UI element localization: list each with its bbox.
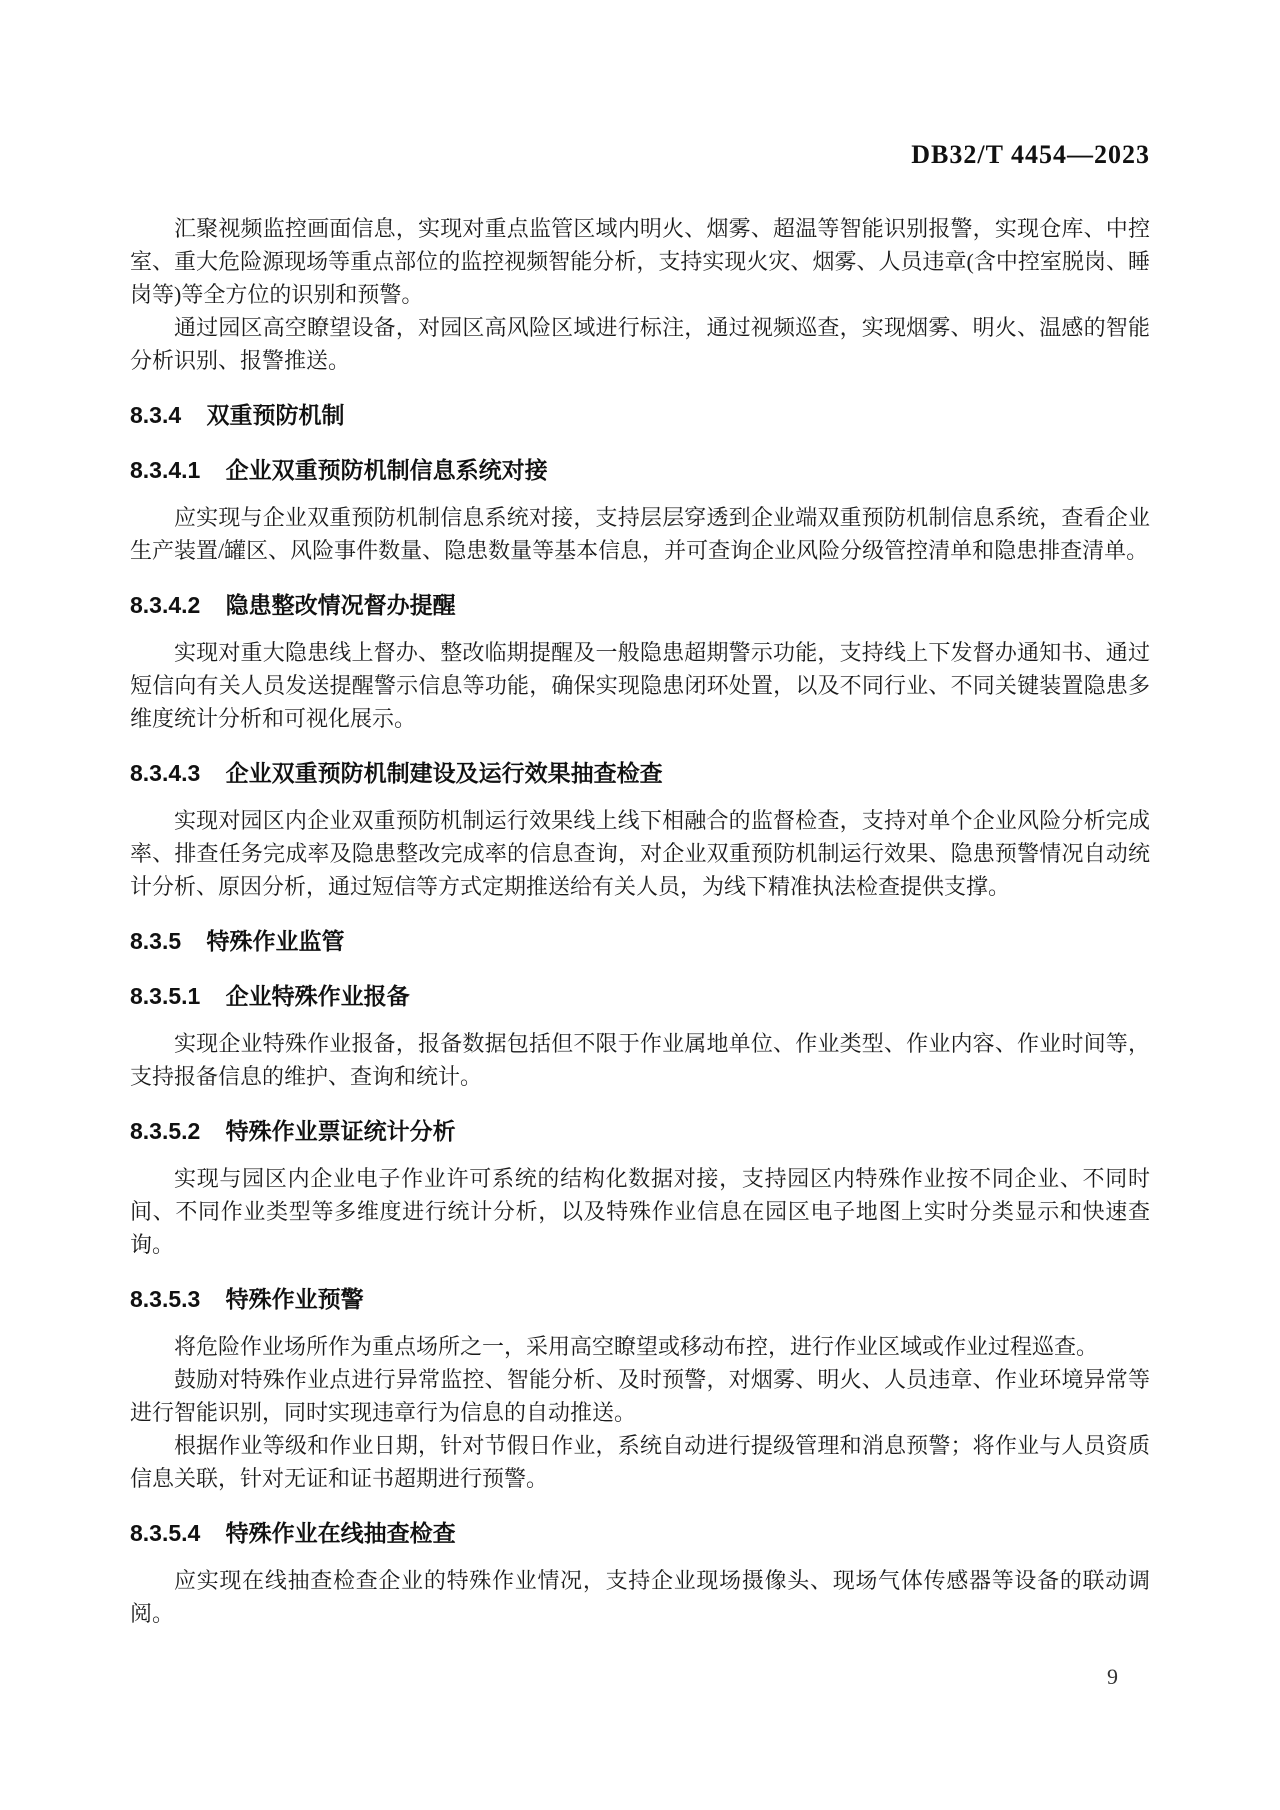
section-title: 企业特殊作业报备 — [225, 983, 410, 1009]
section-heading-8-3-4-2 — [130, 589, 1150, 622]
page-number: 9 — [1107, 1664, 1118, 1689]
paragraph-video-patrol: 通过园区高空瞭望设备，对园区高风险区域进行标注，通过视频巡查，实现烟雾、明火、温感的智能分析识别、报警推送。 — [130, 315, 1150, 373]
section-title: 特殊作业预警 — [225, 1286, 364, 1312]
section-heading-8-3-5 — [130, 925, 1150, 958]
section-number: 8.3.4.3 — [130, 760, 201, 786]
section-number: 8.3.5.4 — [130, 1520, 201, 1546]
section-number: 8.3.4.2 — [130, 592, 201, 618]
section-title: 双重预防机制 — [206, 402, 345, 428]
paragraph-video-monitoring-summary: 汇聚视频监控画面信息，实现对重点监管区域内明火、烟雾、超温等智能识别报警，实现仓库、中控室、重大危险源现场等重点部位的监控视频智能分析，支持实现火灾、烟雾、人员违章(含中控室脱岗、睡岗等)等全方位的识别和预警。 — [130, 216, 1150, 307]
paragraph-8-3-5-3-escalation: 根据作业等级和作业日期，针对节假日作业，系统自动进行提级管理和消息预警；将作业与人员资质信息关联，针对无证和证书超期进行预警。 — [130, 1433, 1150, 1491]
section-heading-8-3-4-3 — [130, 757, 1150, 790]
paragraph-8-3-5-1: 实现企业特殊作业报备，报备数据包括但不限于作业属地单位、作业类型、作业内容、作业时间等，支持报备信息的维护、查询和统计。 — [130, 1031, 1150, 1089]
paragraph-8-3-5-3-patrol: 将危险作业场所作为重点场所之一，采用高空瞭望或移动布控，进行作业区域或作业过程巡查。 — [174, 1334, 1099, 1359]
section-heading-8-3-4-1 — [130, 454, 1150, 487]
section-number: 8.3.4 — [130, 402, 182, 428]
paragraph-8-3-4-1: 应实现与企业双重预防机制信息系统对接，支持层层穿透到企业端双重预防机制信息系统，查看企业生产装置/罐区、风险事件数量、隐患数量等基本信息，并可查询企业风险分级管控清单和隐患排查清单。 — [130, 505, 1150, 563]
section-title: 企业双重预防机制信息系统对接 — [225, 457, 548, 483]
section-heading-8-3-5-2 — [130, 1115, 1150, 1148]
section-heading-8-3-5-3 — [130, 1283, 1150, 1316]
section-title: 特殊作业票证统计分析 — [225, 1118, 456, 1144]
paragraph-8-3-5-4: 应实现在线抽查检查企业的特殊作业情况，支持企业现场摄像头、现场气体传感器等设备的联动调阅。 — [130, 1568, 1150, 1626]
paragraph-8-3-4-3: 实现对园区内企业双重预防机制运行效果线上线下相融合的监督检查，支持对单个企业风险分析完成率、排查任务完成率及隐患整改完成率的信息查询，对企业双重预防机制运行效果、隐患预警情况自动统计分析、原因分析，通过短信等方式定期推送给有关人员，为线下精准执法检查提供支撑。 — [130, 808, 1150, 899]
section-number: 8.3.5.1 — [130, 983, 201, 1009]
section-number: 8.3.5.3 — [130, 1286, 201, 1312]
section-title: 企业双重预防机制建设及运行效果抽查检查 — [225, 760, 663, 786]
section-title: 特殊作业监管 — [206, 928, 345, 954]
document-body — [130, 212, 1150, 1630]
section-heading-8-3-5-4 — [130, 1517, 1150, 1550]
section-number: 8.3.5 — [130, 928, 182, 954]
section-number: 8.3.5.2 — [130, 1118, 201, 1144]
section-title: 隐患整改情况督办提醒 — [225, 592, 456, 618]
section-heading-8-3-4 — [130, 399, 1150, 432]
section-heading-8-3-5-1 — [130, 980, 1150, 1013]
section-title: 特殊作业在线抽查检查 — [225, 1520, 456, 1546]
section-number: 8.3.4.1 — [130, 457, 201, 483]
paragraph-8-3-5-3-monitoring: 鼓励对特殊作业点进行异常监控、智能分析、及时预警，对烟雾、明火、人员违章、作业环境异常等进行智能识别，同时实现违章行为信息的自动推送。 — [130, 1367, 1150, 1425]
paragraph-8-3-5-2: 实现与园区内企业电子作业许可系统的结构化数据对接，支持园区内特殊作业按不同企业、不同时间、不同作业类型等多维度进行统计分析，以及特殊作业信息在园区电子地图上实时分类显示和快速查询。 — [130, 1166, 1150, 1257]
document-code-header: DB32/T 4454—2023 — [911, 140, 1150, 169]
paragraph-8-3-4-2: 实现对重大隐患线上督办、整改临期提醒及一般隐患超期警示功能，支持线上下发督办通知书、通过短信向有关人员发送提醒警示信息等功能，确保实现隐患闭环处置，以及不同行业、不同关键装置隐患多维度统计分析和可视化展示。 — [130, 640, 1150, 731]
